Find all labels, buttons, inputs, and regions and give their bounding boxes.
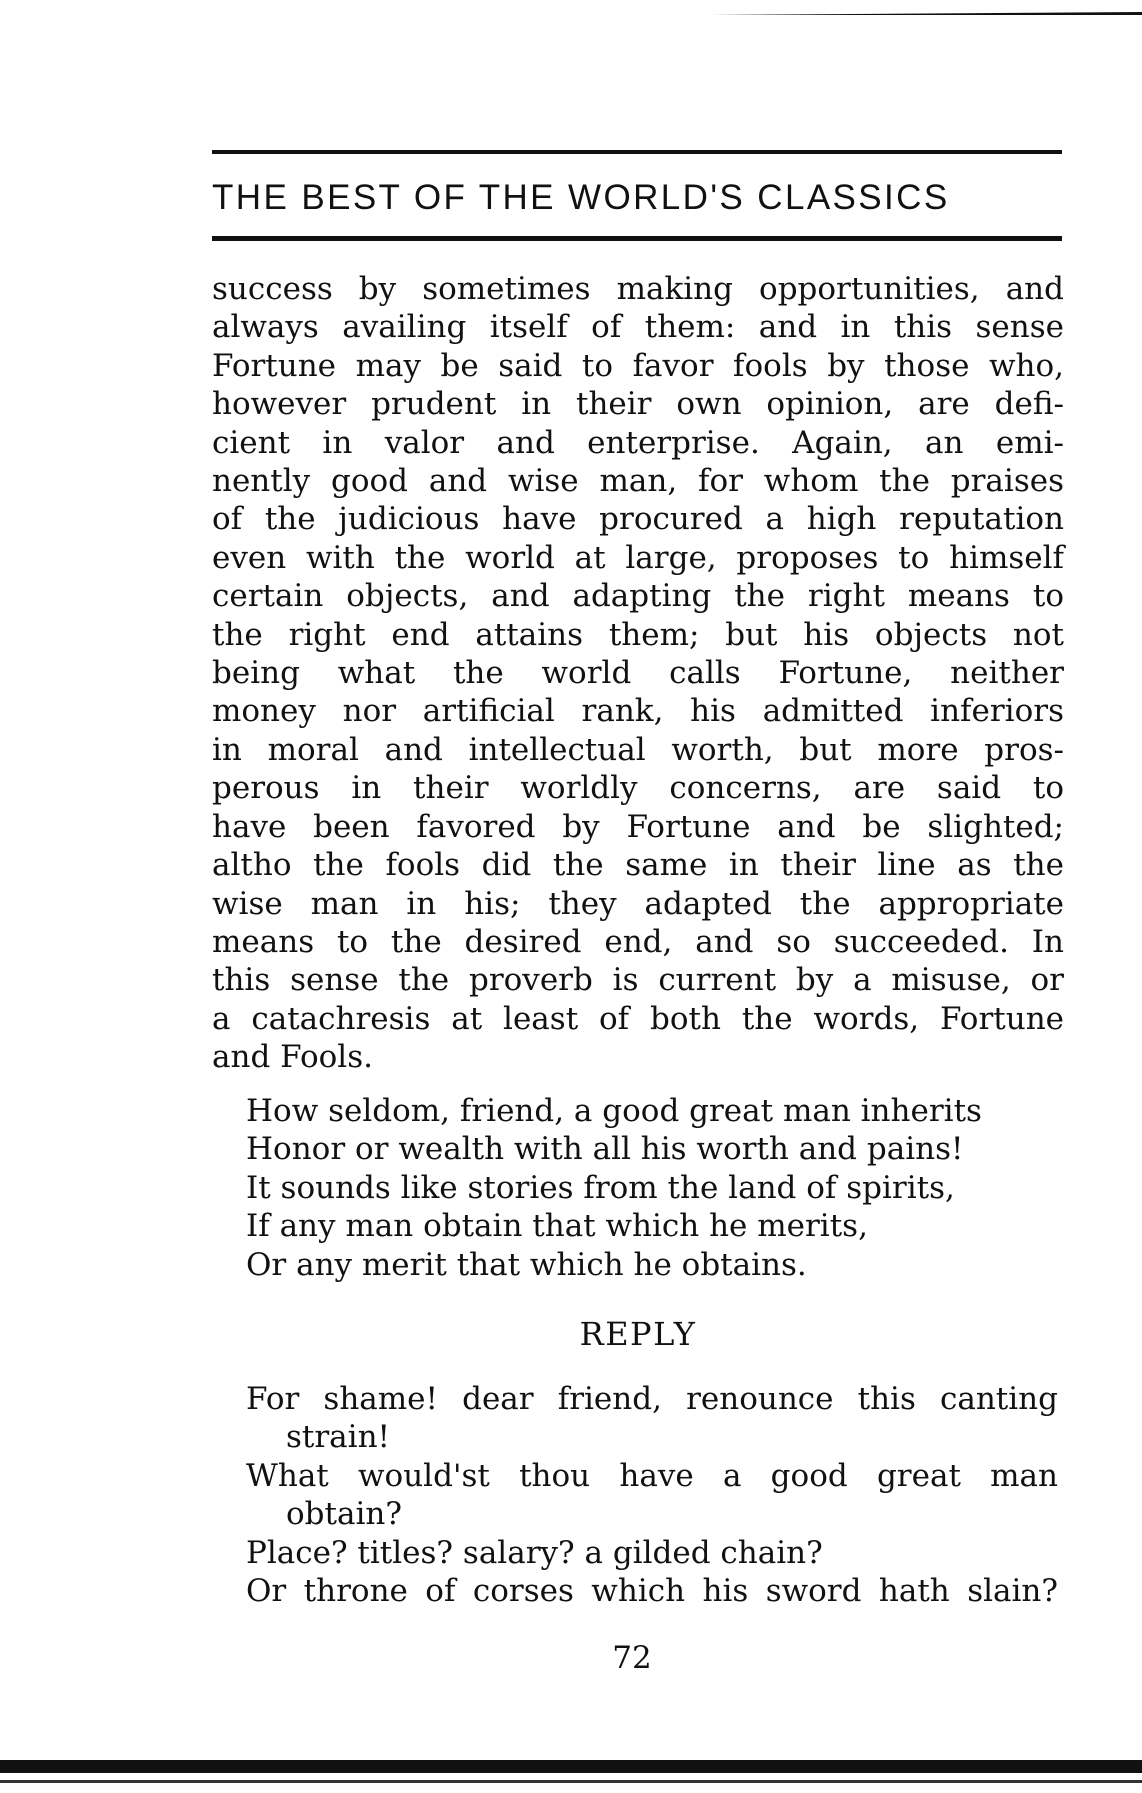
reply-line: What would'st thou have a good great man	[246, 1457, 1058, 1494]
prose-line: cient in valor and enterprise. Again, an emi-	[212, 424, 1064, 461]
reply-heading: REPLY	[579, 1315, 697, 1353]
prose-line: the right end attains them; but his objects not	[212, 616, 1064, 653]
page-number: 72	[612, 1640, 652, 1676]
reply-line: For shame! dear friend, renounce this canting	[246, 1381, 1058, 1417]
poem-line: If any man obtain that which he merits,	[246, 1208, 868, 1245]
poem-line: Or any merit that which he obtains.	[246, 1246, 807, 1283]
reply-line: Or throne of corses which his sword hath slain?	[246, 1573, 1058, 1610]
prose-line: wise man in his; they adapted the appropriate	[212, 885, 1064, 922]
scan-edge-rule	[710, 12, 1142, 22]
prose-line: however prudent in their own opinion, are defi-	[212, 386, 1064, 423]
prose-line: always availing itself of them: and in this sense	[212, 309, 1064, 346]
prose-line: in moral and intellectual worth, but more pros-	[212, 731, 1064, 768]
header-rule-bottom	[212, 236, 1062, 241]
poem-line: Honor or wealth with all his worth and pains!	[246, 1131, 964, 1168]
running-head: THE BEST OF THE WORLD'S CLASSICS	[212, 178, 950, 217]
prose-line: nently good and wise man, for whom the praises	[212, 463, 1064, 500]
bottom-edge-rule	[0, 1760, 1142, 1773]
prose-paragraph	[212, 270, 1064, 1077]
reply-line: obtain?	[286, 1496, 402, 1533]
prose-line: have been favored by Fortune and be slighted;	[212, 808, 1064, 845]
prose-line: altho the fools did the same in their line as the	[212, 847, 1064, 884]
prose-line: a catachresis at least of both the words, Fortune	[212, 1000, 1064, 1037]
prose-line: certain objects, and adapting the right means to	[212, 578, 1064, 615]
prose-line: money nor artificial rank, his admitted inferiors	[212, 693, 1064, 730]
bottom-edge-rule-thin	[0, 1780, 1142, 1783]
prose-line: success by sometimes making opportunities, and	[212, 271, 1064, 307]
prose-line: means to the desired end, and so succeeded. In	[212, 923, 1064, 960]
prose-line: even with the world at large, proposes to himself	[212, 539, 1064, 576]
poem-stanza	[246, 1092, 982, 1284]
prose-line: being what the world calls Fortune, neither	[212, 655, 1064, 692]
prose-line: Fortune may be said to favor fools by those who,	[212, 347, 1064, 384]
reply-line: Place? titles? salary? a gilded chain?	[246, 1534, 823, 1571]
reply-stanza	[246, 1380, 1058, 1610]
prose-line: of the judicious have procured a high reputation	[212, 501, 1064, 538]
header-rule-top	[212, 150, 1062, 154]
prose-line: and Fools.	[212, 1039, 373, 1076]
prose-line: this sense the proverb is current by a misuse, or	[212, 962, 1064, 999]
poem-line: It sounds like stories from the land of spirits,	[246, 1169, 955, 1206]
poem-line: How seldom, friend, a good great man inherits	[246, 1093, 982, 1129]
reply-line: strain!	[286, 1419, 391, 1456]
prose-line: perous in their worldly concerns, are said to	[212, 770, 1064, 807]
